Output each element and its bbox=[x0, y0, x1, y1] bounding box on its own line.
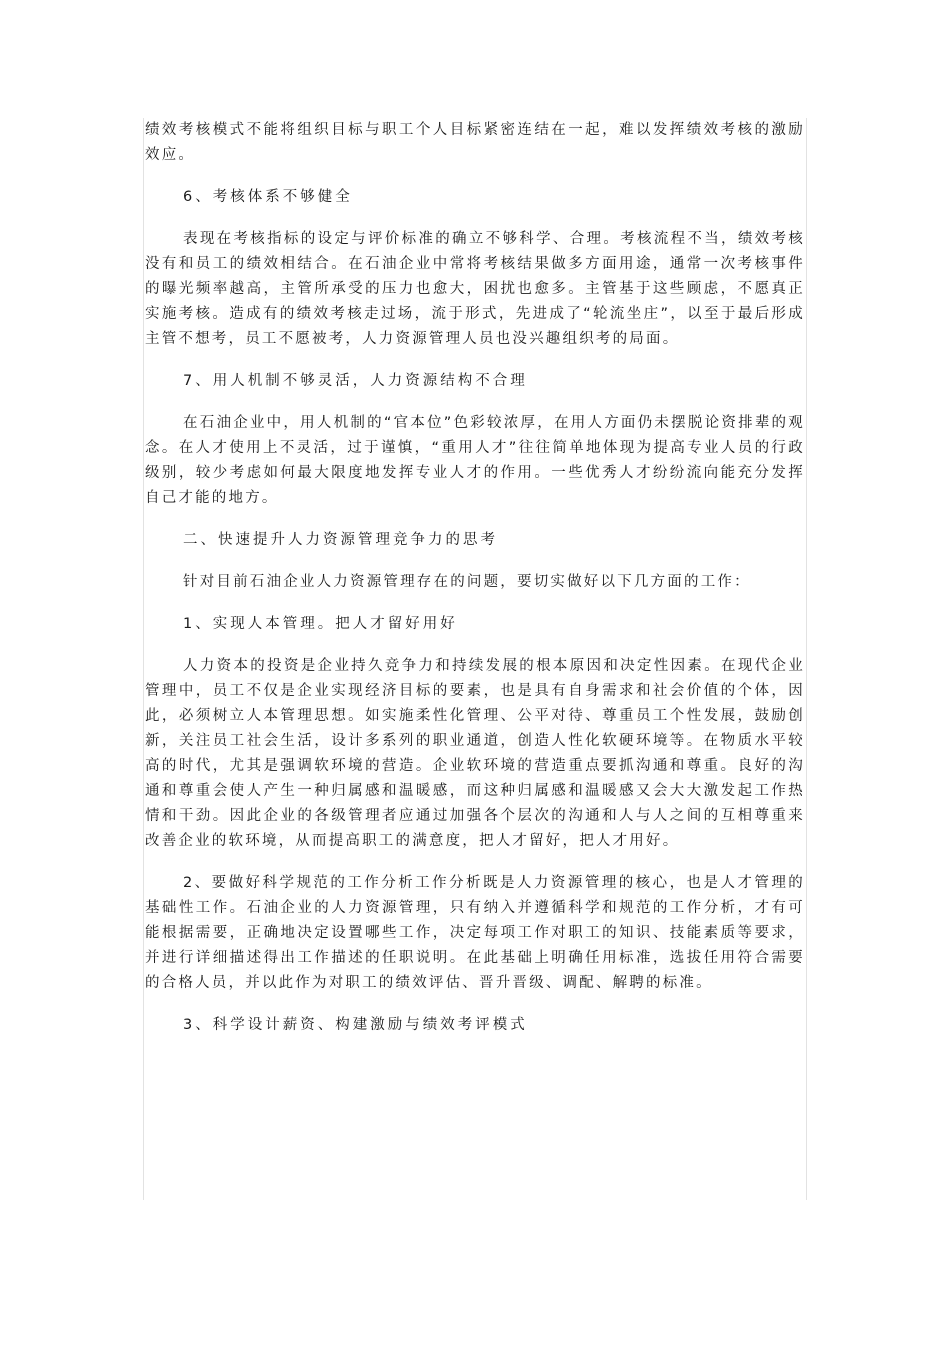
section-heading-1: 1、实现人本管理。把人才留好用好 bbox=[183, 616, 458, 632]
section-heading-3: 3、科学设计薪资、构建激励与绩效考评模式 bbox=[183, 1017, 528, 1033]
paragraph-people-management: 人力资本的投资是企业持久竞争力和持续发展的根本原因和决定性因素。在现代企业管理中，员工不仅是企业实现经济目标的要素，也是具有自身需求和社会价值的个体，因此，必须树立人本管理思想。如实施柔性化管理、公平对待、尊重员工个性发展，鼓励创新，关注员工社会生活，设计多系列的职业通道，创造人性化软硬环境等。在物质水平较高的时代，尤其是强调软环境的营造。企业软环境的营造重点要抓沟通和尊重。良好的沟通和尊重会使人产生一种归属感和温暖感，而这种归属感和温暖感又会大大激发起工作热情和干劲。因此企业的各级管理者应通过加强各个层次的沟通和人与人之间的互相尊重来改善企业的软环境，从而提高职工的满意度，把人才留好，把人才用好。 bbox=[145, 658, 805, 849]
page-border-left bbox=[143, 118, 144, 1200]
paragraph-employment-mechanism: 在石油企业中，用人机制的“官本位”色彩较浓厚，在用人方面仍未摆脱论资排辈的观念。在人才使用上不灵活，过于谨慎，“重用人才”往往简单地体现为提高专业人员的行政级别，较少考虑如何最大限度地发挥专业人才的作用。一些优秀人才纷纷流向能充分发挥自己才能的地方。 bbox=[145, 415, 805, 506]
document-body bbox=[145, 118, 805, 1055]
page-border-right bbox=[806, 118, 807, 1200]
paragraph-job-analysis: 2、要做好科学规范的工作分析工作分析既是人力资源管理的核心，也是人才管理的基础性工作。石油企业的人力资源管理，只有纳入并遵循科学和规范的工作分析，才有可能根据需要，正确地决定设置哪些工作，决定每项工作对职工的知识、技能素质等要求，并进行详细描述得出工作描述的任职说明。在此基础上明确任用标准，选拔任用符合需要的合格人员，并以此作为对职工的绩效评估、晋升晋级、调配、解聘的标准。 bbox=[145, 875, 805, 991]
section-heading-7: 7、用人机制不够灵活，人力资源结构不合理 bbox=[183, 373, 528, 389]
paragraph-intro: 针对目前石油企业人力资源管理存在的问题，要切实做好以下几方面的工作： bbox=[183, 574, 751, 590]
paragraph-assessment-system: 表现在考核指标的设定与评价标准的确立不够科学、合理。考核流程不当，绩效考核没有和员工的绩效相结合。在石油企业中常将考核结果做多方面用途，通常一次考核事件的曝光频率越高，主管所承受的压力也愈大，困扰也愈多。主管基于这些顾虑，不愿真正实施考核。造成有的绩效考核走过场，流于形式，先进成了“轮流坐庄”，以至于最后形成主管不想考，员工不愿被考，人力资源管理人员也没兴趣组织考的局面。 bbox=[145, 231, 805, 347]
section-heading-6: 6、考核体系不够健全 bbox=[183, 189, 353, 205]
chapter-heading-2: 二、快速提升人力资源管理竞争力的思考 bbox=[183, 532, 498, 548]
paragraph-continuation: 绩效考核模式不能将组织目标与职工个人目标紧密连结在一起，难以发挥绩效考核的激励效应。 bbox=[145, 122, 805, 163]
